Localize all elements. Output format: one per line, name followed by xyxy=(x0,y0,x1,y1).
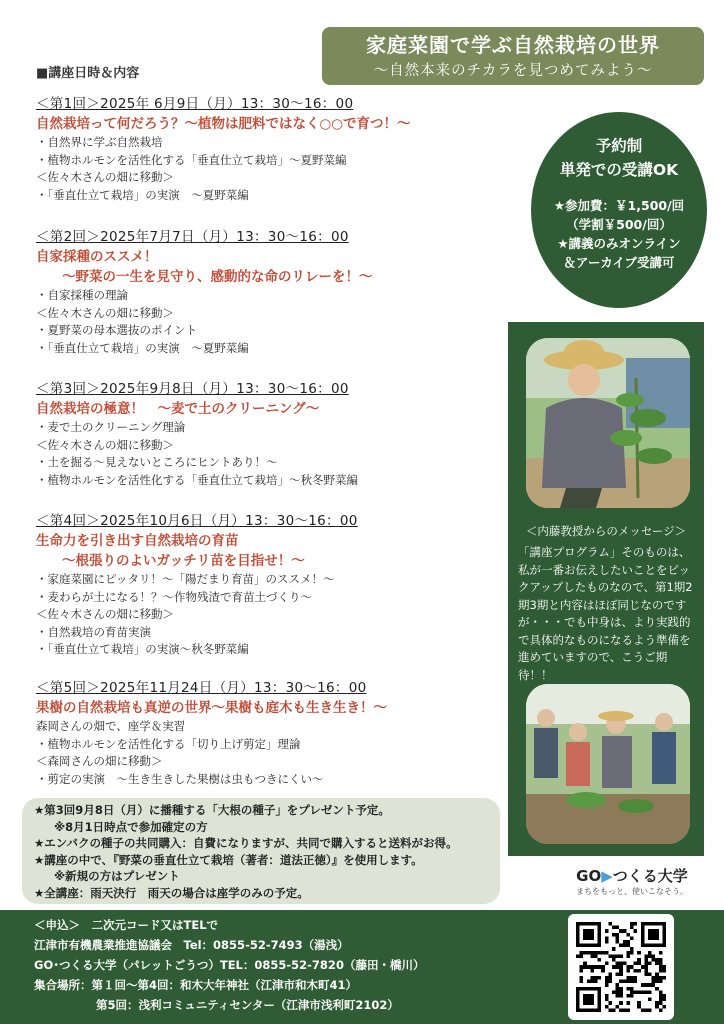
logo-tagline: まちをもっと、使いこなそう。 xyxy=(576,887,688,896)
session-4 xyxy=(36,512,501,659)
session-5 xyxy=(36,679,501,788)
note-line: ※8月1日時点で参加確定の方 xyxy=(54,819,208,834)
note-line: ★エンバクの種子の共同購入：自費になりますが、共同で購入すると送料がお得。 xyxy=(34,836,458,851)
session-item: ・家庭菜園にピッタリ！～「陽だまり育苗」のススメ！～ xyxy=(36,572,335,586)
session-item: ・自然栽培の育苗実演 xyxy=(36,624,151,639)
session-3 xyxy=(36,380,501,489)
session-item: ＜佐々木さんの畑に移動＞ xyxy=(36,607,174,621)
contact-info xyxy=(34,915,554,1015)
apply-line: ＜申込＞ 二次元コード又はTELで xyxy=(34,918,219,932)
session-item: ＜佐々木さんの畑に移動＞ xyxy=(36,170,174,184)
venue-line: 集合場所：第１回～第4回：和木大年神社（江津市和木町41） xyxy=(34,978,358,992)
logo-name: つくる大学 xyxy=(612,867,688,885)
session-title: ～野菜の一生を見守り、感動的な命のリレーを！～ xyxy=(62,269,373,285)
online-label: ★講義のみオンライン xyxy=(557,236,681,251)
reservation-label: 予約制 xyxy=(595,137,643,155)
note-line: ※新規の方はプレゼント xyxy=(54,869,180,884)
organizer-line: 江津市有機農業推進協議会 Tel：0855-52-7493（湯浅） xyxy=(34,938,349,952)
session-date: ＜第5回＞2025年11月24日（月）13：30～16：00 xyxy=(36,680,367,696)
session-item: ・植物ホルモンを活性化する「垂直仕立て栽培」～夏野菜編 xyxy=(36,152,347,167)
session-item: ・「垂直仕立て栽培」の実演～秋冬野菜編 xyxy=(36,642,249,656)
session-item: 森岡さんの畑で、座学＆実習 xyxy=(36,719,186,733)
session-item: ・剪定の実演 ～生き生きした果樹は虫もつきにくい～ xyxy=(36,771,324,786)
message-title: ＜内藤教授からのメッセージ＞ xyxy=(525,524,687,538)
session-title: ～根張りのよいガッチリ苗を目指せ！～ xyxy=(62,553,305,569)
session-item: ・「垂直仕立て栽培」の実演 ～夏野菜編 xyxy=(36,340,249,355)
group-photo xyxy=(526,684,690,844)
qr-code-icon xyxy=(576,922,666,1012)
student-fee-label: （学割￥500/回） xyxy=(566,217,672,232)
session-1 xyxy=(36,95,501,204)
session-item: ・麦わらが土になる！？～作物残渣で育苗土づくり～ xyxy=(36,589,312,604)
session-item: ・土を掘る～見えないところにヒントあり！～ xyxy=(36,455,278,469)
logo-go: GO xyxy=(576,867,602,885)
session-item: ・「垂直仕立て栽培」の実演 ～夏野菜編 xyxy=(36,187,249,202)
page-subtitle: ～自然本来のチカラを見つめてみよう～ xyxy=(373,63,653,79)
session-2 xyxy=(36,228,501,357)
session-title: 自家採種のススメ！ xyxy=(36,249,158,265)
go-tsukuru-logo xyxy=(557,866,707,906)
session-title: 自然栽培って何だろう？～植物は肥料ではなく○○で育つ！～ xyxy=(36,116,411,132)
reservation-badge xyxy=(531,112,707,308)
archive-label: ＆アーカイブ受講可 xyxy=(563,255,675,270)
session-date: ＜第2回＞2025年7月7日（月）13：30～16：00 xyxy=(36,229,349,245)
session-date: ＜第1回＞2025年 6月9日（月）13：30～16：00 xyxy=(36,96,354,112)
notes-box xyxy=(22,798,500,904)
logo-text xyxy=(557,866,707,886)
play-arrow-icon: ▶ xyxy=(601,867,613,885)
footer xyxy=(0,910,724,1024)
farmer-photo xyxy=(526,338,690,508)
session-date: ＜第4回＞2025年10月6日（月）13：30～16：00 xyxy=(36,513,358,529)
session-item: ・植物ホルモンを活性化する「切り上げ剪定」理論 xyxy=(36,736,301,751)
organizer-line: GO･つくる大学（パレットごうつ）TEL：0855-52-7820（藤田・橋川） xyxy=(34,958,425,972)
session-item: ・自家採種の理論 xyxy=(36,288,128,302)
venue-line: 第5回：浅利コミュニティセンター（江津市浅利町2102） xyxy=(96,998,399,1012)
qr-code[interactable] xyxy=(568,914,674,1020)
section-label: ■講座日時＆内容 xyxy=(36,66,140,81)
note-line: ★講座の中で、『野菜の垂直仕立て栽培（著者：道法正徳）』を使用します。 xyxy=(34,852,423,867)
session-item: ＜森岡さんの畑に移動＞ xyxy=(36,754,163,768)
fee-label: ★参加費：￥1,500/回 xyxy=(553,198,685,213)
title-banner xyxy=(322,27,704,85)
session-item: ＜佐々木さんの畑に移動＞ xyxy=(36,305,174,320)
session-title: 果樹の自然栽培も真逆の世界～果樹も庭木も生き生き！～ xyxy=(36,700,387,716)
page-title: 家庭菜園で学ぶ自然栽培の世界 xyxy=(366,33,660,57)
session-title: 自然栽培の極意！ ～麦で土のクリーニング～ xyxy=(36,401,320,417)
message-panel xyxy=(508,322,704,856)
session-item: ・夏野菜の母本選抜のポイント xyxy=(36,323,197,337)
session-item: ・植物ホルモンを活性化する「垂直仕立て栽培」～秋冬野菜編 xyxy=(36,472,358,487)
single-session-label: 単発での受講OK xyxy=(559,161,679,179)
session-item: ・自然界に学ぶ自然栽培 xyxy=(36,135,163,149)
session-date: ＜第3回＞2025年9月8日（月）13：30～16：00 xyxy=(36,381,349,397)
session-title: 生命力を引き出す自然栽培の育苗 xyxy=(36,533,239,549)
session-item: ＜佐々木さんの畑に移動＞ xyxy=(36,437,174,452)
note-line: ★全講座：雨天決行 雨天の場合は座学のみの予定。 xyxy=(34,885,309,900)
note-line: ★第3回9月8日（月）に播種する「大根の種子」をプレゼント予定。 xyxy=(34,803,390,817)
session-item: ・麦で土のクリーニング理論 xyxy=(36,420,186,434)
message-body: 「講座プログラム」そのものは、私が一番お伝えしたいことをピックアップしたものなので、第1期2期3期と内容はほぼ同じなのですが・・・でも中身は、より実践的で具体的なものになるよう準備を進めていますので、こうご期待！！ xyxy=(518,545,693,682)
